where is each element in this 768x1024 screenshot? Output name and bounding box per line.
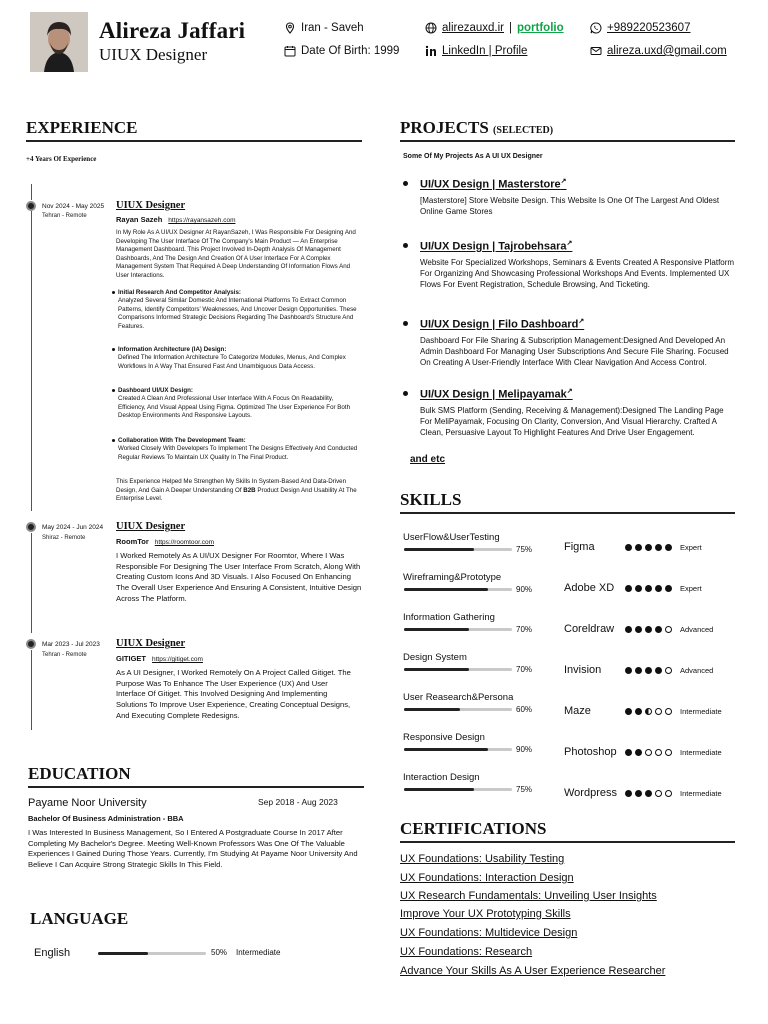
skill-name: Design System <box>403 652 467 663</box>
skills-heading: SKILLS <box>400 490 735 514</box>
rating-dot <box>635 544 642 551</box>
portfolio-link[interactable]: portfolio <box>517 22 564 34</box>
skill-name: UserFlow&UserTesting <box>403 532 500 543</box>
website-contact: alirezauxd.ir | portfolio <box>425 22 564 34</box>
birth-text: Date Of Birth: 1999 <box>301 45 400 57</box>
job-role: UIUX Designer <box>116 521 186 532</box>
tool-level: Expert <box>680 543 702 552</box>
skill-bar <box>404 668 512 671</box>
rating-dot <box>665 585 672 592</box>
skill-bar-fill <box>404 788 474 791</box>
rating-dot <box>655 790 662 797</box>
rating-dot <box>655 544 662 551</box>
linkedin-link[interactable]: LinkedIn | Profile <box>442 45 528 57</box>
skill-bar-fill <box>404 548 474 551</box>
job-date: Nov 2024 - May 2025 <box>42 203 105 210</box>
rating-dots <box>625 666 713 675</box>
rating-dot <box>665 790 672 797</box>
certification-link[interactable]: Improve Your UX Prototyping Skills <box>400 908 571 920</box>
rating-dot <box>665 708 672 715</box>
project-description: Bulk SMS Platform (Sending, Receiving & Management):Designed The Landing Page For MeliPayamak, Focusing On Clarity, Conversion, And Visual Hierarchy. Crafted A Clean, Persuasive Layout To Highlight Features And Drive User Engagement. <box>420 406 724 438</box>
skill-bar <box>404 708 512 711</box>
language-level: Intermediate <box>236 948 281 957</box>
job-bullet <box>118 387 358 421</box>
location-contact <box>284 22 364 34</box>
email-link[interactable]: alireza.uxd@gmail.com <box>607 45 727 57</box>
rating-dot <box>645 626 652 633</box>
bullet-title: Information Architecture (IA) Design: <box>118 346 227 353</box>
projects-heading: PROJECTS (SELECTED) <box>400 118 735 142</box>
birth-contact <box>284 45 399 57</box>
rating-dot <box>655 749 662 756</box>
external-link-icon: ↗ <box>560 178 567 185</box>
bullet-title: Collaboration With The Development Team: <box>118 437 246 444</box>
certification-link[interactable]: Advance Your Skills As A User Experience Researcher <box>400 965 666 977</box>
job-bullet <box>118 437 358 462</box>
rating-dot <box>625 790 632 797</box>
experience-years: +4 Years Of Experience <box>26 155 97 163</box>
job-bullet <box>118 289 358 331</box>
rating-dot <box>655 708 662 715</box>
rating-dots <box>625 707 722 716</box>
skill-bar-fill <box>404 748 488 751</box>
rating-dot <box>665 544 672 551</box>
rating-dot <box>625 585 632 592</box>
project-bullet <box>403 181 408 186</box>
rating-dot <box>635 626 642 633</box>
bullet-title: Initial Research And Competitor Analysis: <box>118 289 241 296</box>
full-name: Alireza Jaffari <box>99 18 246 43</box>
certification-link[interactable]: UX Foundations: Usability Testing <box>400 853 565 865</box>
rating-dot <box>645 708 652 715</box>
rating-dot <box>625 749 632 756</box>
certifications-heading: CERTIFICATIONS <box>400 819 735 843</box>
company-name: GITIGET <box>116 654 146 663</box>
project-bullet <box>403 243 408 248</box>
education-heading: EDUCATION <box>28 764 364 788</box>
job-location: Shiraz - Remote <box>42 535 86 541</box>
job-summary: This Experience Helped Me Strengthen My Skills In System-Based And Data-Driven Design, And Gain A Deeper Understanding Of B2B Product Design And Usability At The Enterprise Level. <box>116 478 357 503</box>
project-title[interactable]: UI/UX Design | Melipayamak↗ <box>420 388 573 401</box>
skill-bar <box>404 548 512 551</box>
rating-dots <box>625 625 713 634</box>
experience-heading: EXPERIENCE <box>26 118 362 142</box>
project-title[interactable]: UI/UX Design | Masterstore↗ <box>420 178 567 191</box>
project-bullet <box>403 321 408 326</box>
tool-level: Expert <box>680 584 702 593</box>
job-location: Tehran - Remote <box>42 652 87 658</box>
job-role: UIUX Designer <box>116 200 186 211</box>
certification-link[interactable]: UX Research Fundamentals: Unveiling User Insights <box>400 890 657 902</box>
skill-bar-fill <box>404 668 469 671</box>
job-description: I Worked Remotely As A UI/UX Designer For Roomtor, Where I Was Responsible For Designing The User Interface From Scratch, Along With Creating Custom Icons And 3D Visuals. I Also Focused On Enhancing The Overall User Experience And Ensuring A Consistent, Intuitive Design Across The Platform. <box>116 551 362 603</box>
whatsapp-icon <box>590 22 602 34</box>
tool-name: Figma <box>564 541 595 553</box>
timeline-line <box>31 533 32 633</box>
rating-dot <box>625 626 632 633</box>
project-bullet <box>403 391 408 396</box>
rating-dot <box>665 749 672 756</box>
skill-bar-fill <box>404 628 469 631</box>
rating-dots <box>625 789 722 798</box>
skill-bar-fill <box>404 708 460 711</box>
language-bar-fill <box>98 952 148 955</box>
project-description: Dashboard For File Sharing & Subscription Management:Designed And Developed An Admin Dashboard For Managing User Subscriptions And Secure File Sharing. Focused On Creating A User-Friendly Interface With Clear Navigation And Access Control. <box>420 336 729 368</box>
phone-link[interactable]: +989220523607 <box>607 22 691 34</box>
rating-dots <box>625 543 702 552</box>
job-company <box>116 537 214 546</box>
skill-bar <box>404 588 512 591</box>
job-location: Tehran - Remote <box>42 213 87 219</box>
email-contact <box>590 45 727 57</box>
location-text: Iran - Saveh <box>301 22 364 34</box>
tool-name: Adobe XD <box>564 582 615 594</box>
skill-percent: 75% <box>516 545 533 554</box>
skill-percent: 90% <box>516 585 533 594</box>
education-date: Sep 2018 - Aug 2023 <box>258 797 338 807</box>
rating-dot <box>655 585 662 592</box>
skill-percent: 75% <box>516 785 533 794</box>
skill-bar <box>404 748 512 751</box>
tool-level: Advanced <box>680 625 714 634</box>
tool-level: Intermediate <box>680 789 722 798</box>
bullet-text: Worked Closely With Developers To Implement The Designs Effectively And Conducted Regular Reviews To Maintain UX Quality In The Final Product. <box>118 445 358 461</box>
calendar-icon <box>284 45 296 57</box>
mail-icon <box>590 45 602 57</box>
rating-dot <box>645 544 652 551</box>
rating-dot <box>625 667 632 674</box>
job-date: May 2024 - Jun 2024 <box>42 524 104 531</box>
skill-name: Information Gathering <box>403 612 495 623</box>
rating-dot <box>645 749 652 756</box>
rating-dot <box>645 667 652 674</box>
rating-dot <box>645 585 652 592</box>
skill-bar-fill <box>404 588 488 591</box>
timeline-line <box>31 184 32 200</box>
bullet-text: Defined The Information Architecture To Categorize Modules, Menus, And Complex Workflows In A Way That Ensured Fast And Unambiguous Data Access. <box>118 354 346 370</box>
rating-dot <box>655 667 662 674</box>
tool-level: Intermediate <box>680 748 722 757</box>
skill-percent: 60% <box>516 705 533 714</box>
company-link[interactable]: https://roomtoor.com <box>154 539 215 546</box>
rating-dot <box>635 790 642 797</box>
project-title[interactable]: UI/UX Design | Filo Dashboard↗ <box>420 318 585 331</box>
skill-bar <box>404 788 512 791</box>
certification-link[interactable]: UX Foundations: Interaction Design <box>400 872 574 884</box>
job-description: In My Role As A UI/UX Designer At RayanSazeh, I Was Responsible For Designing And Developing The User Interface Of The Company's Main Product — An Enterprise Management Dashboard. This Project Involved In-Depth Analysis Of Management Dashboards, And The Design And Creation Of A User Interface For A Complex Management System That Required A Deep Understanding Of Information Flows And User Interactions. <box>116 229 356 279</box>
external-link-icon: ↗ <box>578 318 585 325</box>
rating-dot <box>625 544 632 551</box>
phone-contact <box>590 22 690 34</box>
bullet-text: Analyzed Several Similar Domestic And International Platforms To Extract Common Patterns, Identify Competitors' Weaknesses, And Uncover Design Opportunities. These Comparisons Informed Strategic Decisions Regarding The Dashboard's Structure And Features. <box>118 297 357 330</box>
timeline-dot <box>26 639 36 649</box>
rating-dot <box>635 585 642 592</box>
company-link[interactable]: https://gitiget.com <box>152 656 203 663</box>
rating-dot <box>635 667 642 674</box>
external-link-icon: ↗ <box>566 240 573 247</box>
company-link[interactable]: https://rayansazeh.com <box>168 217 236 224</box>
skill-name: Responsive Design <box>403 732 485 743</box>
project-title[interactable]: UI/UX Design | Tajrobehsara↗ <box>420 240 573 253</box>
skill-percent: 70% <box>516 665 533 674</box>
rating-dot <box>635 708 642 715</box>
rating-dots <box>625 748 722 757</box>
rating-dot <box>635 749 642 756</box>
rating-dot <box>665 667 672 674</box>
bullet-text: Created A Clean And Professional User Interface With A Focus On Readability, Efficiency, And Visual Appeal Using Figma. Optimized The User Experience For Both Desktop Environments And Responsive Layouts. <box>118 395 351 420</box>
education-degree: Bachelor Of Business Administration - BBA <box>28 814 184 823</box>
rating-dot <box>625 708 632 715</box>
skill-name: Interaction Design <box>403 772 480 783</box>
tool-name: Wordpress <box>564 787 617 799</box>
job-bullet <box>118 346 358 371</box>
job-date: Mar 2023 - Jul 2023 <box>42 641 100 648</box>
website-link[interactable]: alirezauxd.ir <box>442 22 504 34</box>
linkedin-icon <box>425 45 437 57</box>
job-company <box>116 654 203 663</box>
bullet-title: Dashboard UI/UX Design: <box>118 387 193 394</box>
location-pin-icon <box>284 22 296 34</box>
tool-level: Advanced <box>680 666 714 675</box>
projects-more-link[interactable]: and etc <box>410 454 446 465</box>
tool-name: Invision <box>564 664 602 676</box>
skill-name: User Reasearch&Persona <box>403 692 514 703</box>
tool-level: Intermediate <box>680 707 722 716</box>
job-description: As A UI Designer, I Worked Remotely On A Project Called Gitiget. The Purpose Was To Enhance The User Experience (UX) And User Interface Of Gitiget. This Involved Designing And Implementing Solutions To Improve User Experience, Creating Conceptual Designs, And Executing Complete Redesigns. <box>116 668 351 720</box>
avatar <box>30 12 88 72</box>
language-percent: 50% <box>211 948 228 957</box>
education-school: Payame Noor University <box>28 797 147 809</box>
projects-subtitle: Some Of My Projects As A UI UX Designer <box>403 153 543 160</box>
skill-name: Wireframing&Prototype <box>403 572 502 583</box>
globe-icon <box>425 22 437 34</box>
timeline-dot <box>26 522 36 532</box>
skill-percent: 90% <box>516 745 533 754</box>
skill-percent: 70% <box>516 625 533 634</box>
rating-dot <box>645 790 652 797</box>
language-bar <box>98 952 206 955</box>
language-name: English <box>34 947 71 959</box>
job-role: UIUX Designer <box>116 638 186 649</box>
skill-bar <box>404 628 512 631</box>
rating-dot <box>665 626 672 633</box>
certification-link[interactable]: UX Foundations: Research <box>400 946 533 958</box>
company-name: RoomTor <box>116 537 149 546</box>
tool-name: Maze <box>564 705 591 717</box>
job-title: UIUX Designer <box>99 45 208 64</box>
tool-name: Coreldraw <box>564 623 615 635</box>
timeline-dot <box>26 201 36 211</box>
rating-dots <box>625 584 702 593</box>
external-link-icon: ↗ <box>566 388 573 395</box>
job-company <box>116 215 235 224</box>
education-description: I Was Interested In Business Management, So I Entered A Postgraduate Course In 2017 After Completing My Bachelor's Degree. Meeting Well-Known Professors Was One Of The Valuable Experiences I Gained During Those Years. Currently, I'm Studying At Payame Noor University And Believe I Can Acquire Strong Strategic Skills In This Field. <box>28 828 358 869</box>
project-description: [Masterstore] Store Website Design. This Website Is One Of The Largest And Oldest Online Game Stores <box>420 196 720 217</box>
linkedin-contact <box>425 45 527 57</box>
timeline-line <box>31 650 32 730</box>
certification-link[interactable]: UX Foundations: Multidevice Design <box>400 927 578 939</box>
project-description: Website For Specialized Workshops, Seminars & Events Created A Responsive Platform For Organizing And Showcasing Professional Workshops And Events. Implemented UX Flows For Event Registration, Schedule Browsing, And Ticketing. <box>420 258 735 290</box>
timeline-line <box>31 211 32 511</box>
company-name: Rayan Sazeh <box>116 215 163 224</box>
tool-name: Photoshop <box>564 746 617 758</box>
rating-dot <box>655 626 662 633</box>
